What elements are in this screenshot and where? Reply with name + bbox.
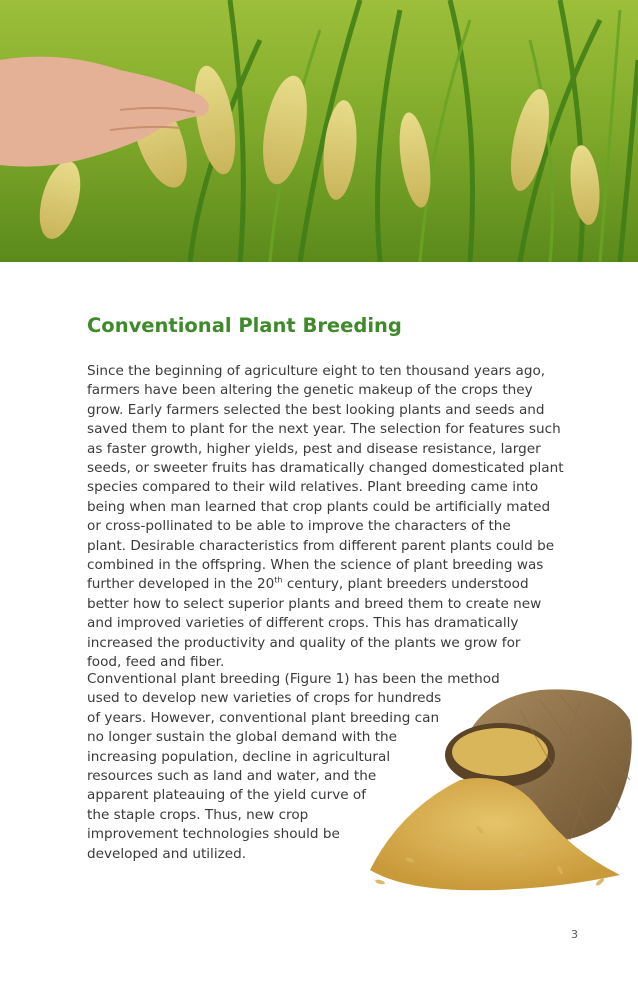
paragraph-line: improvement technologies should be — [87, 826, 340, 843]
paragraph-line: the staple crops. Thus, new crop — [87, 806, 309, 823]
paragraph-1 — [87, 362, 564, 673]
paragraph-line: no longer sustain the global demand with the — [87, 729, 398, 746]
rice-sack-image — [340, 660, 638, 900]
paragraph-line: Since the beginning of agriculture eight to ten thousand years ago, — [87, 363, 546, 379]
paragraph-line: species compared to their wild relatives. Plant breeding came into — [87, 479, 539, 496]
paragraph-line: increasing population, decline in agricultural — [87, 748, 391, 765]
paragraph-line: food, feed and fiber. — [87, 654, 225, 671]
paragraph-line: as faster growth, higher yields, pest and disease resistance, larger — [87, 440, 541, 457]
superscript: th — [274, 575, 283, 585]
line-text: further developed in the 20 — [87, 576, 275, 593]
paragraph-line: seeds, or sweeter fruits has dramatically changed domesticated plant — [87, 460, 564, 477]
paragraph-line: resources such as land and water, and the — [87, 768, 377, 785]
page-number: 3 — [571, 928, 578, 941]
paragraph-line: developed and utilized. — [87, 845, 247, 862]
page-title: Conventional Plant Breeding — [87, 314, 402, 337]
rice-field-icon — [0, 0, 638, 262]
paragraph-line: and improved varieties of different crops. This has dramatically — [87, 615, 519, 632]
line-text: century, plant breeders understood — [282, 576, 529, 593]
rice-sack-icon — [340, 660, 638, 900]
paragraph-line — [87, 575, 564, 594]
paragraph-line: Conventional plant breeding (Figure 1) has been the method — [87, 671, 500, 687]
paragraph-line: of years. However, conventional plant breeding can — [87, 709, 440, 726]
paragraph-line: farmers have been altering the genetic makeup of the crops they — [87, 382, 533, 399]
paragraph-line: increased the productivity and quality of the plants we grow for — [87, 634, 521, 651]
paragraph-line: plant. Desirable characteristics from different parent plants could be — [87, 537, 555, 554]
paragraph-line: grow. Early farmers selected the best looking plants and seeds and — [87, 401, 545, 418]
hero-rice-field-image — [0, 0, 638, 262]
paragraph-line: better how to select superior plants and breed them to create new — [87, 595, 542, 612]
paragraph-line: apparent plateauing of the yield curve of — [87, 787, 367, 804]
paragraph-line: combined in the offspring. When the science of plant breeding was — [87, 557, 544, 574]
paragraph-line: used to develop new varieties of crops for hundreds — [87, 690, 442, 707]
paragraph-line: saved them to plant for the next year. The selection for features such — [87, 421, 561, 438]
paragraph-line: being when man learned that crop plants could be artificially mated — [87, 498, 551, 515]
paragraph-line: or cross-pollinated to be able to improve the characters of the — [87, 518, 511, 535]
